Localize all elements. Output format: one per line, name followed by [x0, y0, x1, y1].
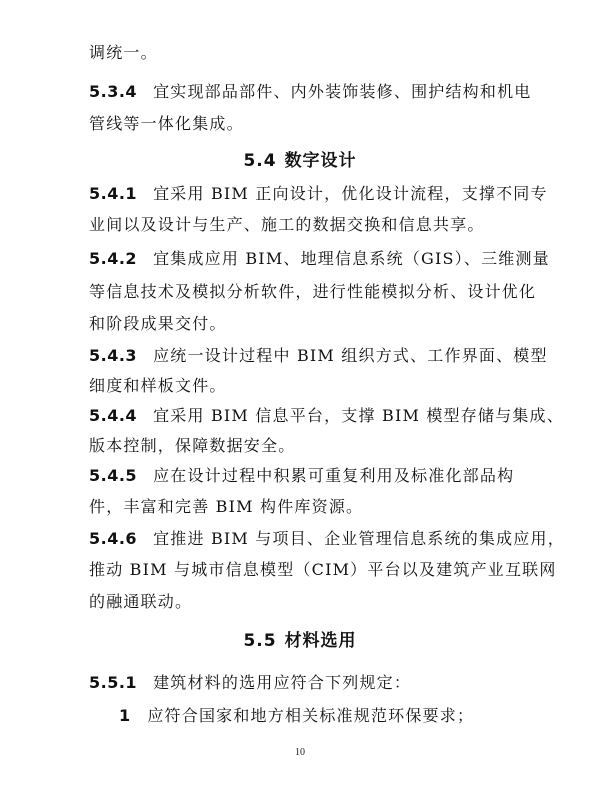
clause-number: 5.4.3	[89, 346, 138, 365]
clause-number: 5.5.1	[89, 673, 138, 692]
clause-text: 业间以及设计与生产、施工的数据交换和信息共享。	[89, 215, 485, 234]
clause-text: 宜实现部品部件、内外装饰装修、围护结构和机电	[153, 82, 532, 101]
section-heading-5-4	[0, 150, 600, 172]
section-title: 数字设计	[284, 151, 357, 171]
clause-number: 5.4.1	[89, 184, 138, 203]
clause-text: 应在设计过程中积累可重复利用及标准化部品构	[153, 466, 515, 485]
clause-text: 推动 BIM 与城市信息模型（CIM）平台以及建筑产业互联网	[89, 560, 557, 579]
paragraph-line	[89, 560, 557, 580]
clause-text: 等信息技术及模拟分析软件，进行性能模拟分析、设计优化	[89, 282, 537, 301]
paragraph-line	[89, 592, 192, 612]
clause-text: 和阶段成果交付。	[89, 314, 227, 333]
clause-text: 宜推进 BIM 与项目、企业管理信息系统的集成应用，	[153, 529, 565, 548]
clause-5-4-2	[89, 249, 550, 269]
clause-text: 版本控制，保障数据安全。	[89, 436, 296, 455]
section-number: 5.4	[243, 151, 277, 171]
paragraph-line	[89, 215, 485, 235]
item-text: 应符合国家和地方相关标准规范环保要求；	[147, 706, 475, 725]
clause-5-4-1	[89, 184, 548, 204]
paragraph-line	[89, 43, 158, 63]
clause-text: 管线等一体化集成。	[89, 114, 244, 133]
clause-number: 5.4.5	[89, 466, 138, 485]
item-number: 1	[119, 706, 132, 725]
clause-text: 建筑材料的选用应符合下列规定：	[153, 673, 412, 692]
clause-text: 宜采用 BIM 正向设计，优化设计流程，支撑不同专	[153, 184, 548, 203]
clause-text: 的融通联动。	[89, 592, 193, 611]
clause-5-4-4	[89, 406, 564, 426]
section-title: 材料选用	[284, 631, 357, 651]
paragraph-line	[89, 376, 227, 396]
clause-number: 5.4.4	[89, 406, 138, 425]
paragraph-line	[89, 282, 536, 302]
clause-5-5-1	[89, 673, 411, 693]
clause-text: 宜采用 BIM 信息平台，支撑 BIM 模型存储与集成、	[153, 406, 564, 425]
paragraph-line	[89, 314, 227, 334]
paragraph-line	[89, 497, 363, 517]
clause-number: 5.3.4	[89, 82, 138, 101]
clause-5-4-6	[89, 529, 565, 549]
clause-text: 宜集成应用 BIM、地理信息系统（GIS）、三维测量	[153, 249, 550, 268]
clause-5-4-3	[89, 346, 548, 366]
paragraph-line	[89, 114, 244, 134]
page-number: 10	[295, 747, 305, 758]
clause-number: 5.4.2	[89, 249, 138, 268]
clause-text: 细度和样板文件。	[89, 376, 227, 395]
clause-5-4-5	[89, 466, 514, 486]
section-number: 5.5	[243, 631, 277, 651]
section-heading-5-5	[0, 630, 600, 652]
clause-5-3-4	[89, 82, 531, 102]
clause-number: 5.4.6	[89, 529, 138, 548]
text: 调统一。	[89, 43, 158, 62]
clause-text: 件，丰富和完善 BIM 构件库资源。	[89, 497, 364, 516]
paragraph-line	[89, 436, 295, 456]
clause-text: 应统一设计过程中 BIM 组织方式、工作界面、模型	[153, 346, 548, 365]
list-item	[119, 706, 474, 726]
